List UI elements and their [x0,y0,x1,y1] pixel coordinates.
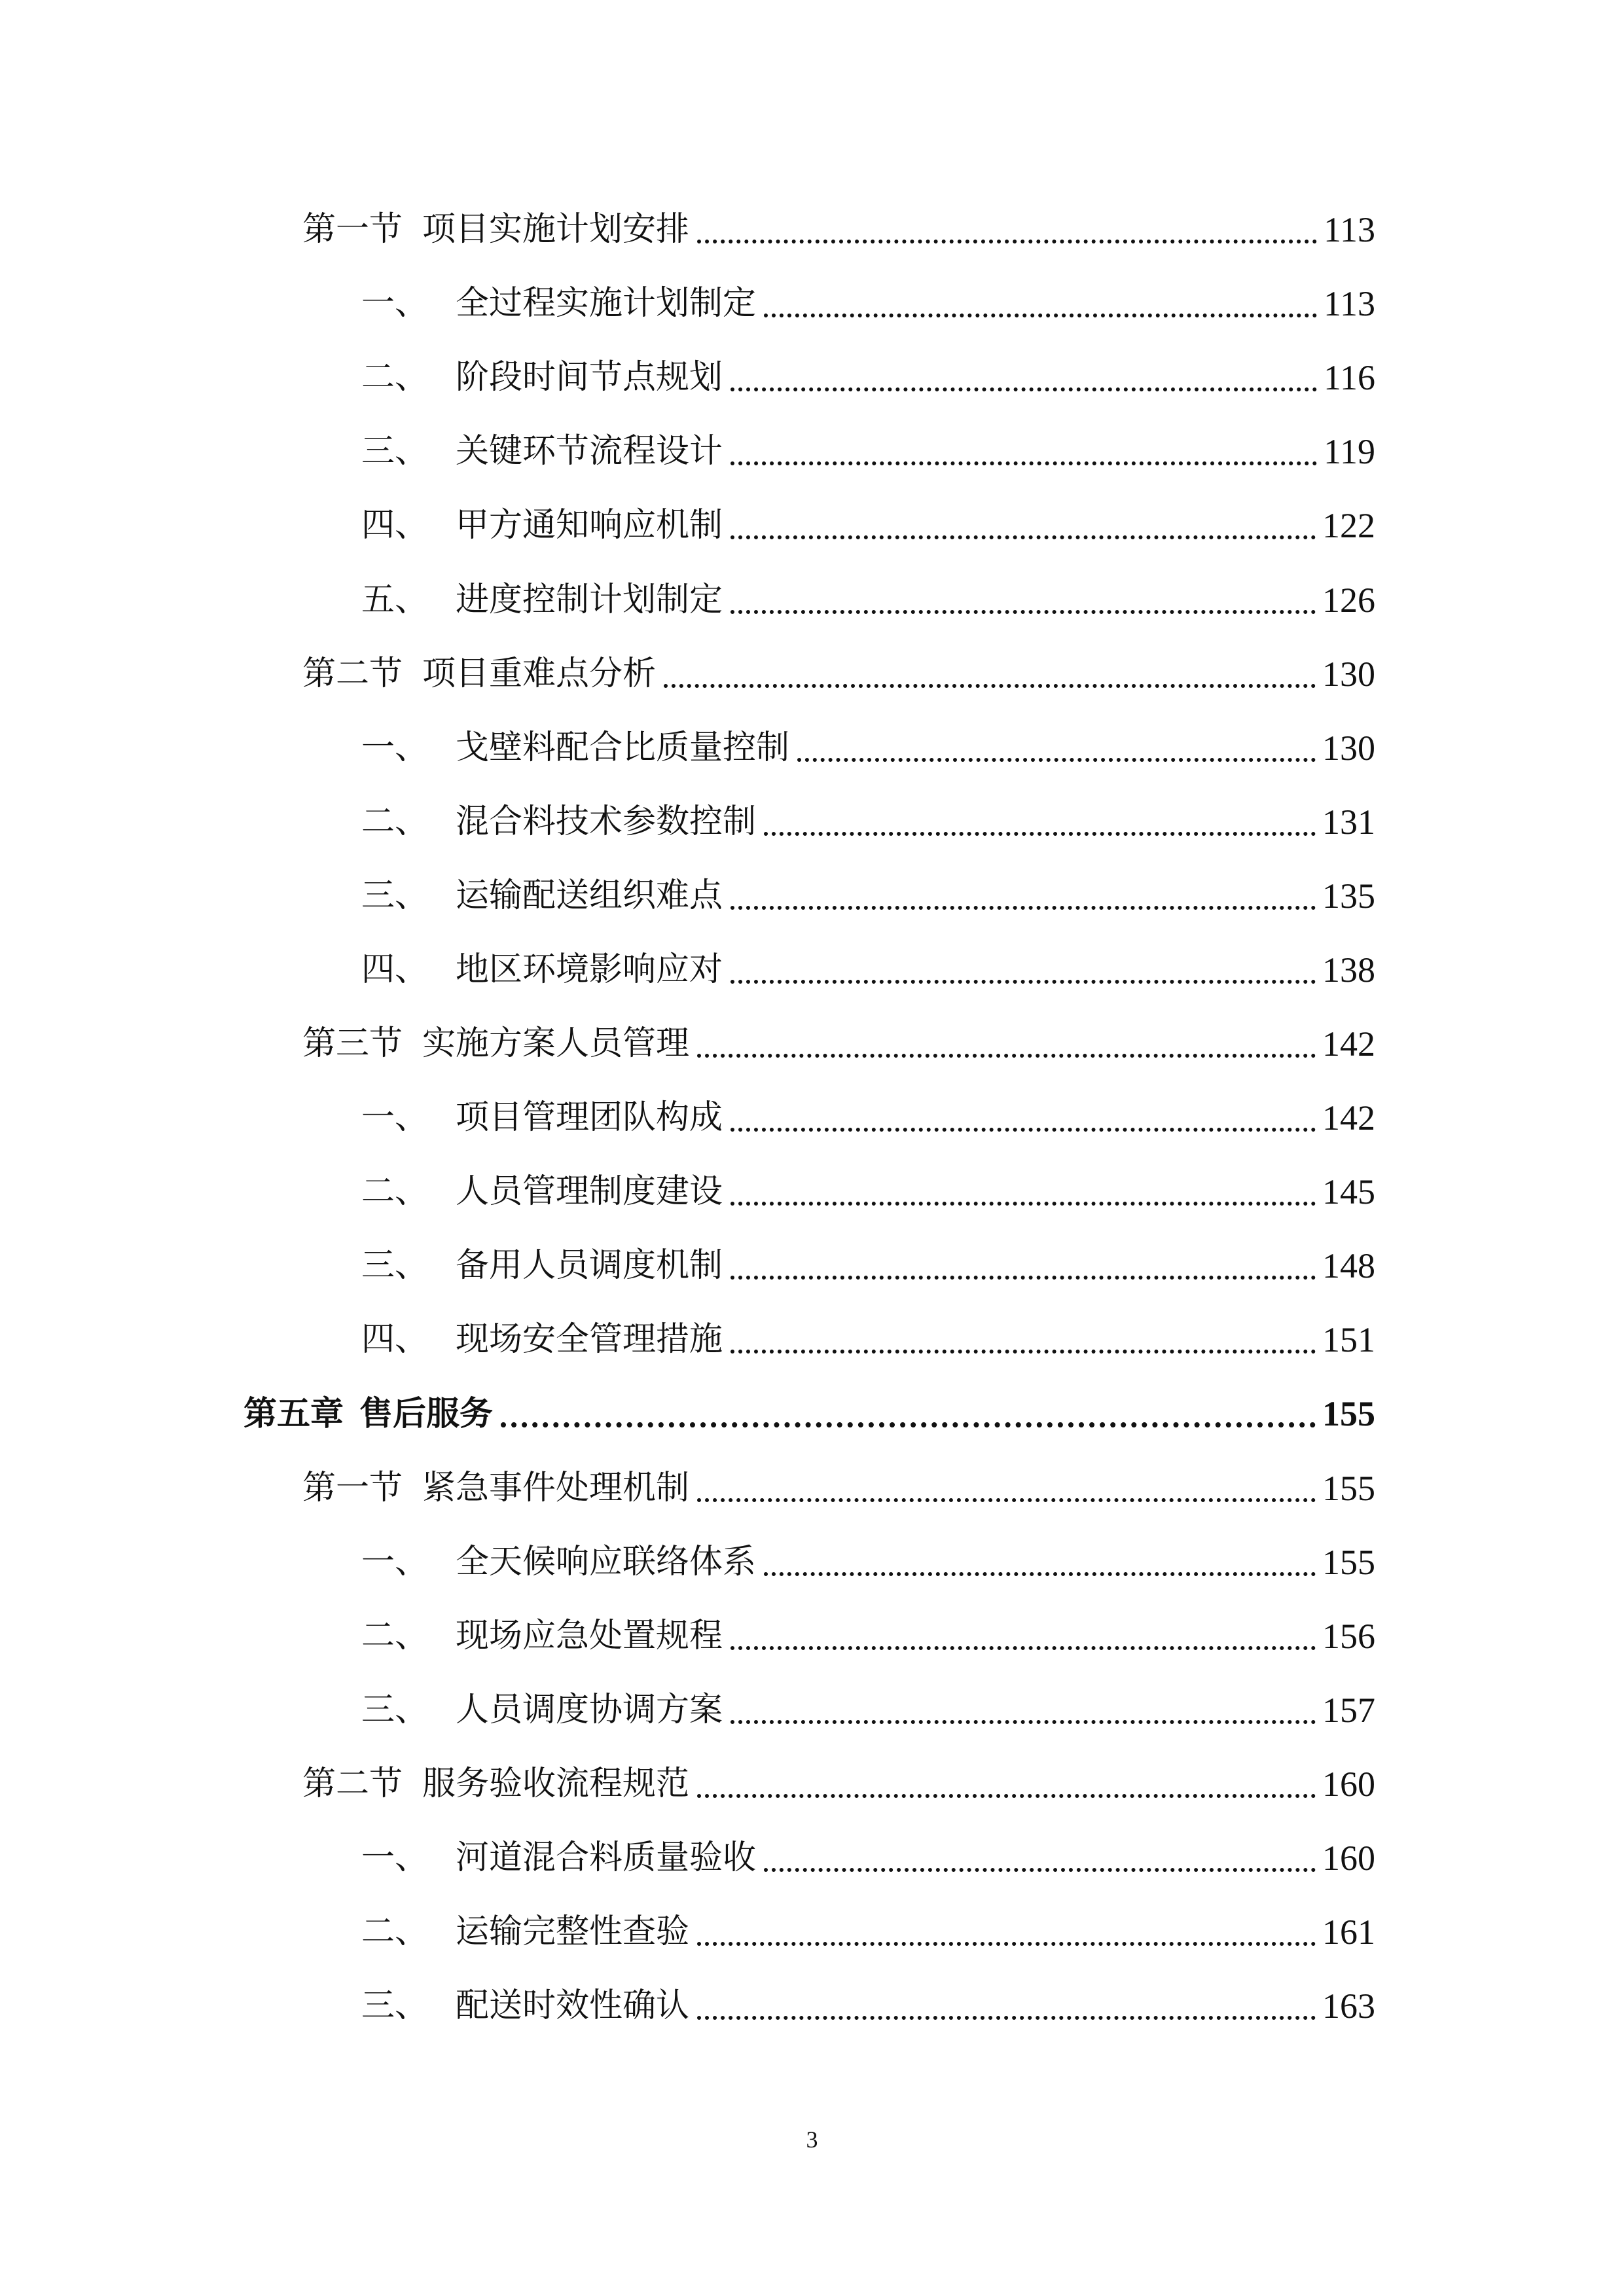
toc-entry-page: 157 [1322,1691,1375,1730]
toc-entry[interactable] [302,634,1375,697]
toc-entry[interactable] [361,782,1375,845]
dot-leader [697,1054,1316,1058]
toc-entry-title: 地区环境影响应对 [456,950,723,989]
toc-entry[interactable] [361,412,1375,475]
toc-entry-number: 三、 [361,432,429,471]
dot-leader [731,1720,1316,1724]
toc-entry-page: 155 [1322,1543,1375,1582]
toc-entry-page: 135 [1322,876,1375,916]
toc-entry-title: 人员管理制度建设 [456,1172,723,1211]
toc-entry-page: 126 [1322,581,1375,620]
dot-leader [764,1572,1316,1576]
toc-entry[interactable] [302,190,1375,253]
dot-leader [731,980,1316,984]
toc-entry-title: 戈壁料配合比质量控制 [456,728,790,767]
toc-entry-number: 第五章 [244,1394,344,1433]
dot-leader [731,906,1316,910]
dot-leader [731,610,1316,614]
dot-leader [731,1202,1316,1206]
dot-leader [501,1422,1316,1427]
toc-entry-title: 阶段时间节点规划 [456,358,723,397]
toc-chapter-entry[interactable] [244,1374,1375,1437]
toc-entry-title: 关键环节流程设计 [456,432,723,471]
toc-entry-number: 第二节 [302,1765,403,1803]
toc-entry-number: 二、 [361,1172,429,1211]
dot-leader [764,832,1316,836]
dot-leader [697,240,1317,243]
toc-entry-title: 项目实施计划安排 [422,210,690,249]
toc-entry-page: 161 [1322,1912,1375,1952]
dot-leader [731,1646,1316,1650]
toc-entry-title: 甲方通知响应机制 [456,506,723,545]
toc-entry-title: 进度控制计划制定 [456,581,723,619]
toc-entry[interactable] [361,1818,1375,1881]
toc-entry-number: 五、 [361,581,429,619]
toc-entry-title: 现场安全管理措施 [456,1320,723,1359]
toc-entry-number: 三、 [361,1691,429,1729]
toc-entry-number: 四、 [361,1320,429,1359]
toc-entry[interactable] [361,708,1375,771]
toc-entry-page: 113 [1324,284,1375,323]
toc-entry[interactable] [361,1226,1375,1289]
toc-entry-title: 运输配送组织难点 [456,876,723,915]
toc-entry-title: 全过程实施计划制定 [456,284,757,323]
toc-entry-title: 备用人员调度机制 [456,1246,723,1285]
dot-leader [697,1498,1316,1502]
page-number: 3 [806,2126,818,2153]
toc-entry-page: 130 [1322,728,1375,768]
toc-entry-title: 人员调度协调方案 [456,1691,723,1729]
toc-entry-title: 实施方案人员管理 [422,1024,690,1063]
toc-entry[interactable] [302,1004,1375,1067]
toc-entry-page: 130 [1322,655,1375,694]
dot-leader [697,2016,1316,2020]
toc-entry-title: 紧急事件处理机制 [422,1469,690,1507]
toc-entry-number: 一、 [361,728,429,767]
toc-entry-number: 二、 [361,1912,429,1951]
toc-entry-title: 运输完整性查验 [456,1912,690,1951]
dot-leader [731,387,1317,391]
toc-entry[interactable] [361,486,1375,548]
toc-entry-page: 160 [1322,1765,1375,1804]
toc-entry-page: 156 [1322,1617,1375,1656]
toc-entry-page: 116 [1324,358,1375,397]
toc-entry-page: 148 [1322,1246,1375,1285]
toc-entry-number: 四、 [361,950,429,989]
dot-leader [731,1128,1316,1132]
toc-entry-title: 现场应急处置规程 [456,1617,723,1655]
toc-entry-number: 二、 [361,1617,429,1655]
toc-entry-title: 全天候响应联络体系 [456,1543,757,1581]
toc-entry[interactable] [361,1966,1375,2029]
dot-leader [731,1350,1316,1354]
toc-entry[interactable] [361,930,1375,993]
toc-entry-title: 项目重难点分析 [422,655,657,693]
toc-entry-number: 一、 [361,1098,429,1137]
toc-entry-title: 配送时效性确认 [456,1986,690,2025]
toc-entry-title: 混合料技术参数控制 [456,802,757,841]
dot-leader [797,758,1316,762]
toc-entry-number: 第一节 [302,1469,403,1507]
toc-entry[interactable] [361,856,1375,919]
toc-entry-page: 122 [1322,506,1375,545]
toc-entry[interactable] [361,1596,1375,1659]
toc-entry-page: 119 [1324,432,1375,471]
toc-entry-number: 第三节 [302,1024,403,1063]
dot-leader [697,1942,1316,1946]
toc-entry-title: 河道混合料质量验收 [456,1839,757,1877]
toc-entry-title: 项目管理团队构成 [456,1098,723,1137]
toc-entry-number: 第二节 [302,655,403,693]
toc-entry-page: 145 [1322,1172,1375,1211]
toc-entry[interactable] [361,264,1375,327]
toc-entry-page: 142 [1322,1098,1375,1138]
dot-leader [764,314,1317,317]
toc-entry[interactable] [361,1078,1375,1141]
toc-entry-number: 第一节 [302,210,403,249]
toc-entry-number: 四、 [361,506,429,545]
toc-entry-number: 二、 [361,358,429,397]
toc-entry-page: 131 [1322,802,1375,842]
toc-entry-number: 二、 [361,802,429,841]
toc-entry-number: 一、 [361,1543,429,1581]
toc-entry-page: 163 [1322,1986,1375,2026]
dot-leader [731,1276,1316,1280]
toc-entry[interactable] [361,1892,1375,1955]
toc-entry-page: 151 [1322,1320,1375,1359]
toc-entry[interactable] [361,1300,1375,1363]
toc-entry-page: 155 [1322,1469,1375,1508]
dot-leader [731,461,1317,465]
toc-entry-title: 服务验收流程规范 [422,1765,690,1803]
toc-entry-page: 138 [1322,950,1375,990]
toc-entry[interactable] [361,338,1375,401]
dot-leader [664,684,1316,688]
toc-entry[interactable] [302,1448,1375,1511]
dot-leader [731,535,1316,539]
dot-leader [697,1794,1316,1798]
toc-entry-page: 155 [1322,1394,1375,1433]
toc-entry-page: 113 [1324,210,1375,249]
toc-entry-number: 一、 [361,284,429,323]
toc-entry[interactable] [302,1744,1375,1807]
toc-entry[interactable] [361,560,1375,623]
toc-entry-page: 160 [1322,1839,1375,1878]
toc-entry-number: 三、 [361,1986,429,2025]
dot-leader [764,1868,1316,1872]
toc-entry-number: 一、 [361,1839,429,1877]
toc-entry[interactable] [361,1522,1375,1585]
toc-entry-title: 售后服务 [359,1394,494,1433]
toc-entry-number: 三、 [361,876,429,915]
toc-entry-page: 142 [1322,1024,1375,1064]
toc-entry[interactable] [361,1670,1375,1733]
toc-entry[interactable] [361,1152,1375,1215]
toc-entry-number: 三、 [361,1246,429,1285]
